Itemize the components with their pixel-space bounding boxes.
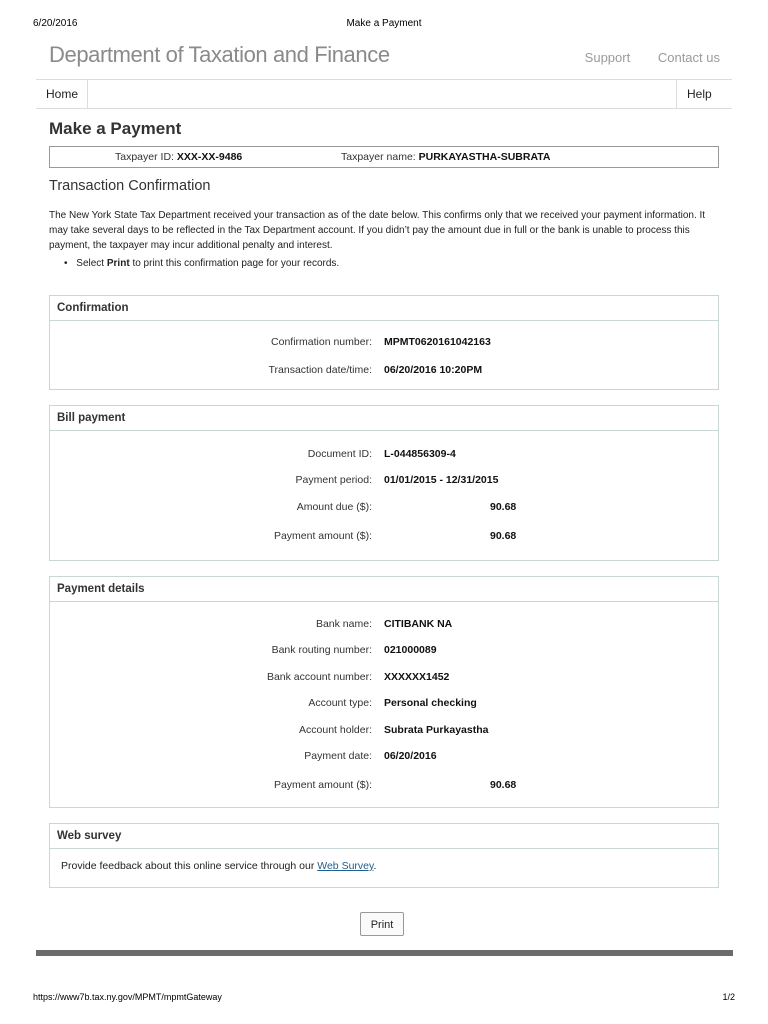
- confirmation-number-row: [50, 336, 720, 352]
- row-label: Payment date:: [304, 750, 372, 762]
- row-value: Subrata Purkayastha: [384, 724, 489, 736]
- web-survey-link[interactable]: Web Survey: [317, 860, 374, 872]
- instruction-suffix: to print this confirmation page for your records.: [132, 258, 340, 269]
- print-instruction: [64, 258, 339, 269]
- row-label: Payment amount ($):: [273, 779, 372, 791]
- page-title: Make a Payment: [49, 119, 182, 138]
- instruction-bold: Print: [106, 258, 130, 269]
- taxpayer-id-value: XXX-XX-9486: [176, 151, 243, 163]
- intro-text: The New York State Tax Department received your transaction as of the date below. This confirms only that we received your payment information. It may take several days to be reflected in the Tax Department account. If you didn’t pay the amount due in full or the bank is unable to process this payment, the taxpayer may incur additional penalty and interest.: [49, 210, 706, 251]
- nav-home-link[interactable]: Home: [36, 80, 88, 108]
- payment-details-panel: [49, 576, 719, 808]
- print-url: https://www7b.tax.ny.gov/MPMT/mpmtGateway: [33, 992, 222, 1002]
- row-value: Personal checking: [384, 697, 477, 709]
- survey-text-after: .: [373, 860, 377, 872]
- print-button[interactable]: Print: [360, 912, 404, 936]
- bullet-dot-icon: •: [64, 258, 68, 269]
- document-id-row: [50, 448, 720, 464]
- contact-us-link[interactable]: Contact us: [657, 50, 720, 65]
- confirmation-heading: Confirmation: [50, 296, 718, 321]
- web-survey-panel: [49, 823, 719, 888]
- row-value: 06/20/2016: [384, 750, 437, 762]
- bill-payment-heading: Bill payment: [50, 406, 718, 431]
- row-amount: 90.68: [490, 501, 517, 513]
- row-value: MPMT0620161042163: [384, 336, 491, 348]
- payment-amount-row: [50, 530, 720, 546]
- web-survey-text: [61, 860, 376, 872]
- payment-period-row: [50, 474, 720, 490]
- row-amount: 90.68: [490, 779, 517, 791]
- nav-help-link[interactable]: Help: [676, 80, 732, 108]
- row-label: Confirmation number:: [271, 336, 372, 348]
- row-label: Payment amount ($):: [273, 530, 372, 542]
- row-label: Amount due ($):: [296, 501, 372, 513]
- taxpayer-name-label: Taxpayer name:: [341, 151, 416, 163]
- row-value: 01/01/2015 - 12/31/2015: [384, 474, 499, 486]
- payment-date-row: [50, 750, 720, 766]
- bank-name-row: [50, 618, 720, 634]
- taxpayer-info-box: [49, 146, 719, 168]
- print-title: Make a Payment: [346, 18, 422, 29]
- bank-account-row: [50, 671, 720, 687]
- footer-bar: [36, 950, 733, 956]
- site-title[interactable]: Department of Taxation and Finance: [49, 42, 390, 67]
- row-label: Document ID:: [307, 448, 372, 460]
- print-date: 6/20/2016: [33, 18, 78, 29]
- account-holder-row: [50, 724, 720, 740]
- confirmation-panel: [49, 295, 719, 390]
- taxpayer-name: [341, 151, 551, 163]
- taxpayer-id-label: Taxpayer ID:: [115, 151, 174, 163]
- account-type-row: [50, 697, 720, 713]
- row-label: Transaction date/time:: [268, 364, 372, 376]
- taxpayer-id: [115, 151, 242, 163]
- row-amount: 90.68: [490, 530, 517, 542]
- row-label: Bank account number:: [266, 671, 372, 683]
- row-label: Account type:: [308, 697, 372, 709]
- instruction-prefix: Select: [76, 258, 105, 269]
- amount-due-row: [50, 501, 720, 517]
- print-footer: [33, 992, 735, 1006]
- print-header: [33, 18, 735, 32]
- row-value: 021000089: [384, 644, 437, 656]
- payment-details-heading: Payment details: [50, 577, 718, 602]
- row-label: Bank routing number:: [271, 644, 372, 656]
- row-value: L-044856309-4: [384, 448, 456, 460]
- taxpayer-name-value: PURKAYASTHA-SUBRATA: [418, 151, 551, 163]
- web-survey-heading: Web survey: [50, 824, 718, 849]
- section-title: Transaction Confirmation: [49, 178, 211, 194]
- bank-routing-row: [50, 644, 720, 660]
- row-label: Payment period:: [295, 474, 372, 486]
- print-page-number: 1/2: [722, 992, 735, 1002]
- top-links: [561, 50, 720, 65]
- support-link[interactable]: Support: [584, 50, 631, 65]
- row-value: CITIBANK NA: [384, 618, 453, 630]
- transaction-datetime-row: [50, 364, 720, 380]
- nav-bar: [36, 79, 732, 109]
- row-value: XXXXXX1452: [384, 671, 450, 683]
- payment-amount-row: [50, 779, 720, 795]
- row-label: Account holder:: [299, 724, 372, 736]
- row-label: Bank name:: [315, 618, 372, 630]
- survey-text-before: Provide feedback about this online service through our: [61, 860, 315, 872]
- row-value: 06/20/2016 10:20PM: [384, 364, 483, 376]
- bill-payment-panel: [49, 405, 719, 561]
